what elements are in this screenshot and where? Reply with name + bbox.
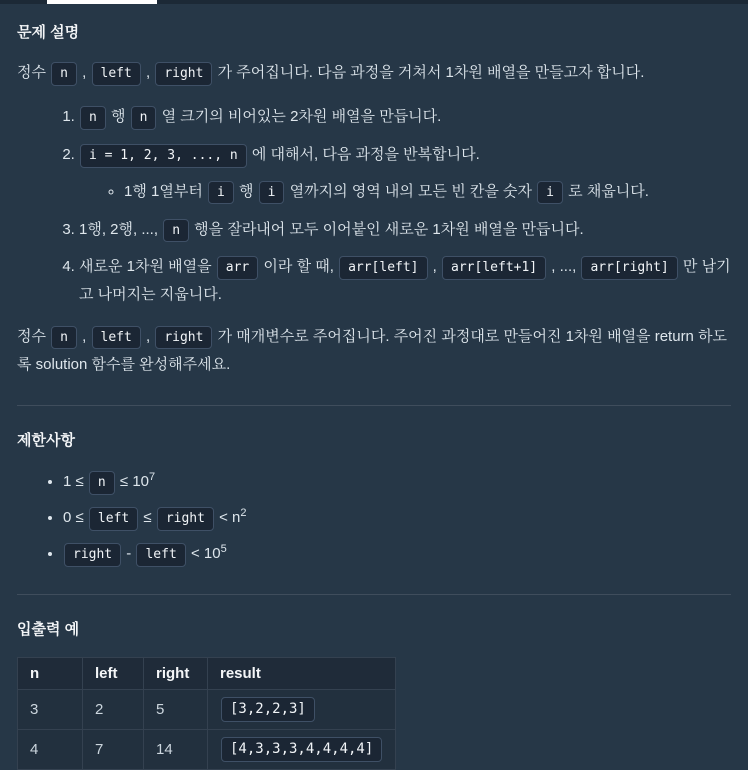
text-segment: 행 <box>234 182 258 200</box>
text-segment: 가 주어집니다. 다음 과정을 거쳐서 1차원 배열을 만들고자 합니다. <box>213 64 645 81</box>
inline-code: arr[left+1] <box>442 256 546 280</box>
cell-right: 5 <box>144 690 208 730</box>
text-segment: , <box>77 64 91 81</box>
section-heading-examples: 입출력 예 <box>17 621 80 639</box>
rich-text <box>79 221 584 238</box>
result-code: [3,2,2,3] <box>221 697 315 722</box>
text-segment: 행 <box>106 108 130 126</box>
inline-code: n <box>51 62 77 86</box>
text-segment: 만 남기고 나머지는 지웁니다. <box>79 258 731 303</box>
rich-text <box>79 108 441 125</box>
superscript: 7 <box>149 471 156 484</box>
text-segment: , ..., <box>547 258 581 276</box>
text-segment: , <box>141 64 155 81</box>
rich-text <box>79 146 480 163</box>
rich-text <box>17 328 727 373</box>
text-segment: , <box>77 327 91 345</box>
text-segment: 정수 <box>17 327 51 345</box>
section-heading-description: 문제 설명 <box>17 24 80 41</box>
constraints-list <box>17 468 731 567</box>
cell-left: 7 <box>83 730 144 770</box>
inline-code: i <box>259 181 285 205</box>
text-segment: , <box>141 327 155 345</box>
text-segment: - <box>122 545 136 563</box>
text-segment: 열까지의 영역 내의 모든 빈 칸을 숫자 <box>285 182 537 200</box>
examples-table <box>17 657 396 770</box>
substep-list <box>79 178 731 206</box>
inline-code: arr[right] <box>581 256 677 280</box>
inline-code: n <box>80 106 106 130</box>
text-segment: 1 ≤ <box>63 473 88 491</box>
outro-paragraph <box>17 323 731 379</box>
inline-code: right <box>155 62 212 86</box>
text-segment: 열 크기의 비어있는 2차원 배열을 만듭니다. <box>157 108 442 126</box>
inline-code: left <box>136 543 185 567</box>
inline-code: i <box>208 181 234 205</box>
inline-code: right <box>64 543 121 567</box>
text-segment: 1행 1열부터 <box>124 182 207 200</box>
inline-code: i = 1, 2, 3, ..., n <box>80 144 247 168</box>
table-row-1 <box>18 690 396 730</box>
column-header-left: left <box>83 658 144 690</box>
text-segment: 1행, 2행, ..., <box>79 220 163 238</box>
cell-n: 3 <box>18 690 83 730</box>
intro-paragraph <box>17 60 731 86</box>
column-header-right: right <box>144 658 208 690</box>
rich-text <box>63 509 247 526</box>
step-item-2 <box>79 141 731 206</box>
examples-table-header <box>18 658 396 690</box>
step-item-4 <box>79 253 731 309</box>
text-segment: 에 대해서, 다음 과정을 반복합니다. <box>247 146 480 163</box>
inline-code: left <box>89 507 138 531</box>
column-header-n: n <box>18 658 83 690</box>
inline-code: arr[left] <box>339 256 427 280</box>
step-item-1 <box>79 103 731 131</box>
inline-code: right <box>157 507 214 531</box>
constraint-item-2 <box>63 504 731 531</box>
cell-result <box>208 690 396 730</box>
table-row-2 <box>18 730 396 770</box>
examples-table-body <box>18 690 396 770</box>
inline-code: n <box>163 219 189 243</box>
section-heading-constraints: 제한사항 <box>17 432 75 450</box>
superscript: 5 <box>220 543 227 556</box>
text-segment: 로 채웁니다. <box>564 182 649 200</box>
inline-code: i <box>537 181 563 205</box>
step-item-3 <box>79 216 731 244</box>
text-segment: ≤ <box>139 509 156 527</box>
cell-right: 14 <box>144 730 208 770</box>
active-tab-indicator <box>47 0 157 4</box>
section-divider <box>17 594 731 595</box>
text-segment: 0 ≤ <box>63 509 88 527</box>
header-row <box>18 658 396 690</box>
text-segment: 행을 잘라내어 모두 이어붙인 새로운 1차원 배열을 만듭니다. <box>190 220 584 238</box>
problem-description-panel <box>0 4 748 770</box>
text-segment: ≤ 10 <box>115 473 150 491</box>
rich-text <box>63 545 227 562</box>
rich-text <box>124 183 649 200</box>
substep-item <box>124 178 731 206</box>
inline-code: right <box>155 326 212 350</box>
inline-code: n <box>51 326 77 350</box>
column-header-result: result <box>208 658 396 690</box>
cell-result <box>208 730 396 770</box>
text-segment: < 10 <box>186 545 221 563</box>
text-segment: 이라 할 때, <box>259 258 339 276</box>
text-segment: 새로운 1차원 배열을 <box>79 258 216 276</box>
tab-bar <box>0 0 748 4</box>
rich-text <box>63 473 155 490</box>
cell-left: 2 <box>83 690 144 730</box>
inline-code: left <box>92 62 141 86</box>
constraint-item-1 <box>63 468 731 495</box>
text-segment: 정수 <box>17 64 51 81</box>
rich-text <box>17 64 644 81</box>
section-divider <box>17 405 731 406</box>
text-segment: , <box>428 258 442 276</box>
inline-code: arr <box>217 256 258 280</box>
text-segment: 가 매개변수로 주어집니다. 주어진 과정대로 만들어진 1차원 배열을 return 하도록 solution 함수를 완성해주세요. <box>17 327 728 373</box>
constraint-item-3 <box>63 540 731 567</box>
superscript: 2 <box>240 507 247 520</box>
result-code: [4,3,3,3,4,4,4,4] <box>221 737 382 762</box>
text-segment: < n <box>214 509 241 527</box>
inline-code: left <box>92 326 141 350</box>
cell-n: 4 <box>18 730 83 770</box>
rich-text <box>79 258 731 303</box>
inline-code: n <box>131 106 157 130</box>
inline-code: n <box>89 471 115 495</box>
steps-list <box>17 103 731 309</box>
